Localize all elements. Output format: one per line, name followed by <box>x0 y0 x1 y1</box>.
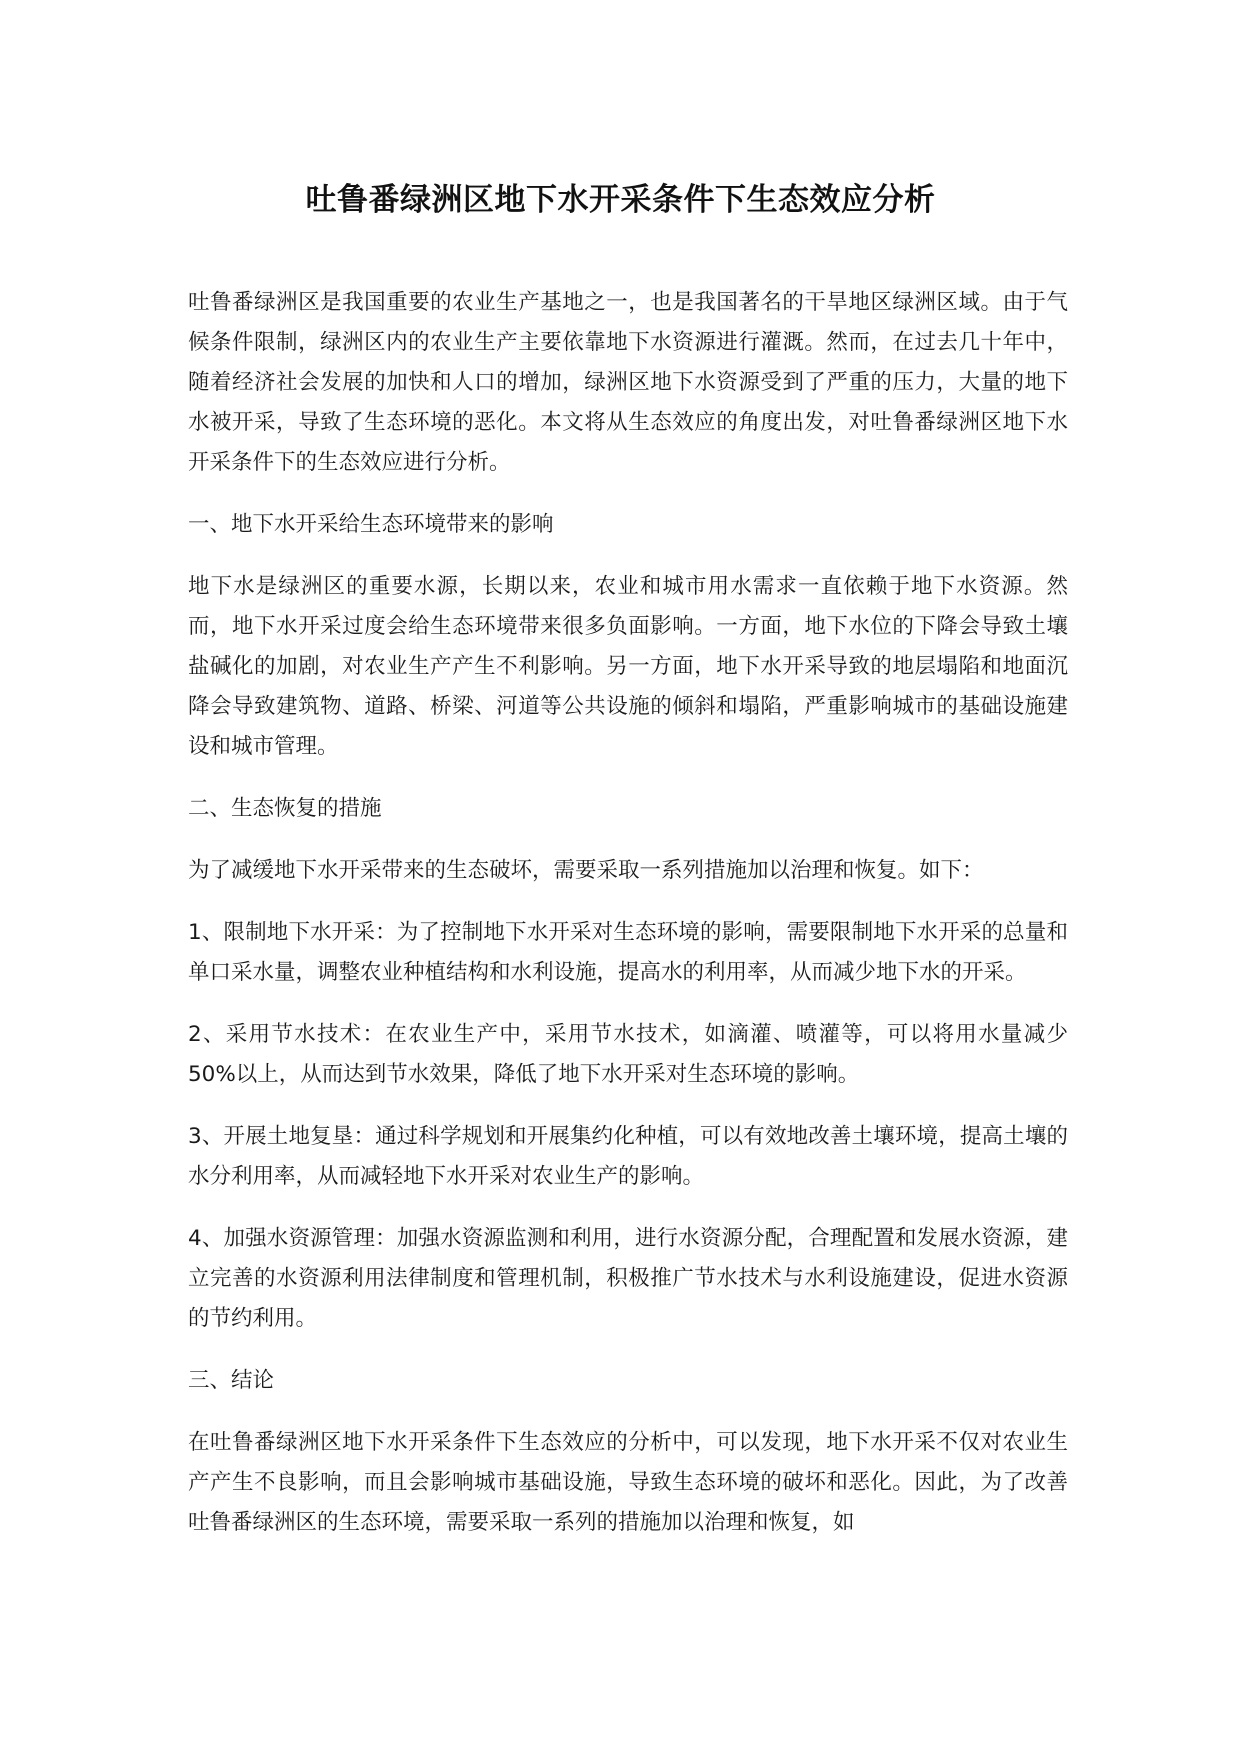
section-heading-2: 二、生态恢复的措施 <box>188 796 382 821</box>
section-heading-1: 一、地下水开采给生态环境带来的影响 <box>188 512 554 537</box>
section-1-paragraph: 地下水是绿洲区的重要水源，长期以来，农业和城市用水需求一直依赖于地下水资源。然而，地下水开采过度会给生态环境带来很多负面影响。一方面，地下水位的下降会导致土壤盐碱化的加剧，对农业生产产生不利影响。另一方面，地下水开采导致的地层塌陷和地面沉降会导致建筑物、道路、桥梁、河道等公共设施的倾斜和塌陷，严重影响城市的基础设施建设和城市管理。 <box>188 574 1068 759</box>
measure-item-3: 3、开展土地复垦：通过科学规划和开展集约化种植，可以有效地改善土壤环境，提高土壤的水分利用率，从而减轻地下水开采对农业生产的影响。 <box>188 1124 1068 1189</box>
measure-item-2: 2、采用节水技术：在农业生产中，采用节水技术，如滴灌、喷灌等，可以将用水量减少 50%以上，从而达到节水效果，降低了地下水开采对生态环境的影响。 <box>188 1022 1068 1087</box>
document-title: 吐鲁番绿洲区地下水开采条件下生态效应分析 <box>305 182 936 218</box>
intro-paragraph: 吐鲁番绿洲区是我国重要的农业生产基地之一，也是我国著名的干旱地区绿洲区域。由于气候条件限制，绿洲区内的农业生产主要依靠地下水资源进行灌溉。然而，在过去几十年中，随着经济社会发展的加快和人口的增加，绿洲区地下水资源受到了严重的压力，大量的地下水被开采，导致了生态环境的恶化。本文将从生态效应的角度出发，对吐鲁番绿洲区地下水开采条件下的生态效应进行分析。 <box>188 290 1068 475</box>
measure-item-4: 4、加强水资源管理：加强水资源监测和利用，进行水资源分配，合理配置和发展水资源，建立完善的水资源利用法律制度和管理机制，积极推广节水技术与水利设施建设，促进水资源的节约利用。 <box>188 1226 1068 1331</box>
document-body <box>188 283 1068 1565</box>
section-2-intro-paragraph: 为了减缓地下水开采带来的生态破坏，需要采取一系列措施加以治理和恢复。如下： <box>188 858 984 883</box>
section-heading-3: 三、结论 <box>188 1368 275 1393</box>
measure-item-1: 1、限制地下水开采：为了控制地下水开采对生态环境的影响，需要限制地下水开采的总量和单口采水量，调整农业种植结构和水利设施，提高水的利用率，从而减少地下水的开采。 <box>188 920 1068 985</box>
conclusion-paragraph: 在吐鲁番绿洲区地下水开采条件下生态效应的分析中，可以发现，地下水开采不仅对农业生产产生不良影响，而且会影响城市基础设施，导致生态环境的破坏和恶化。因此，为了改善吐鲁番绿洲区的生态环境，需要采取一系列的措施加以治理和恢复，如 <box>188 1430 1068 1535</box>
